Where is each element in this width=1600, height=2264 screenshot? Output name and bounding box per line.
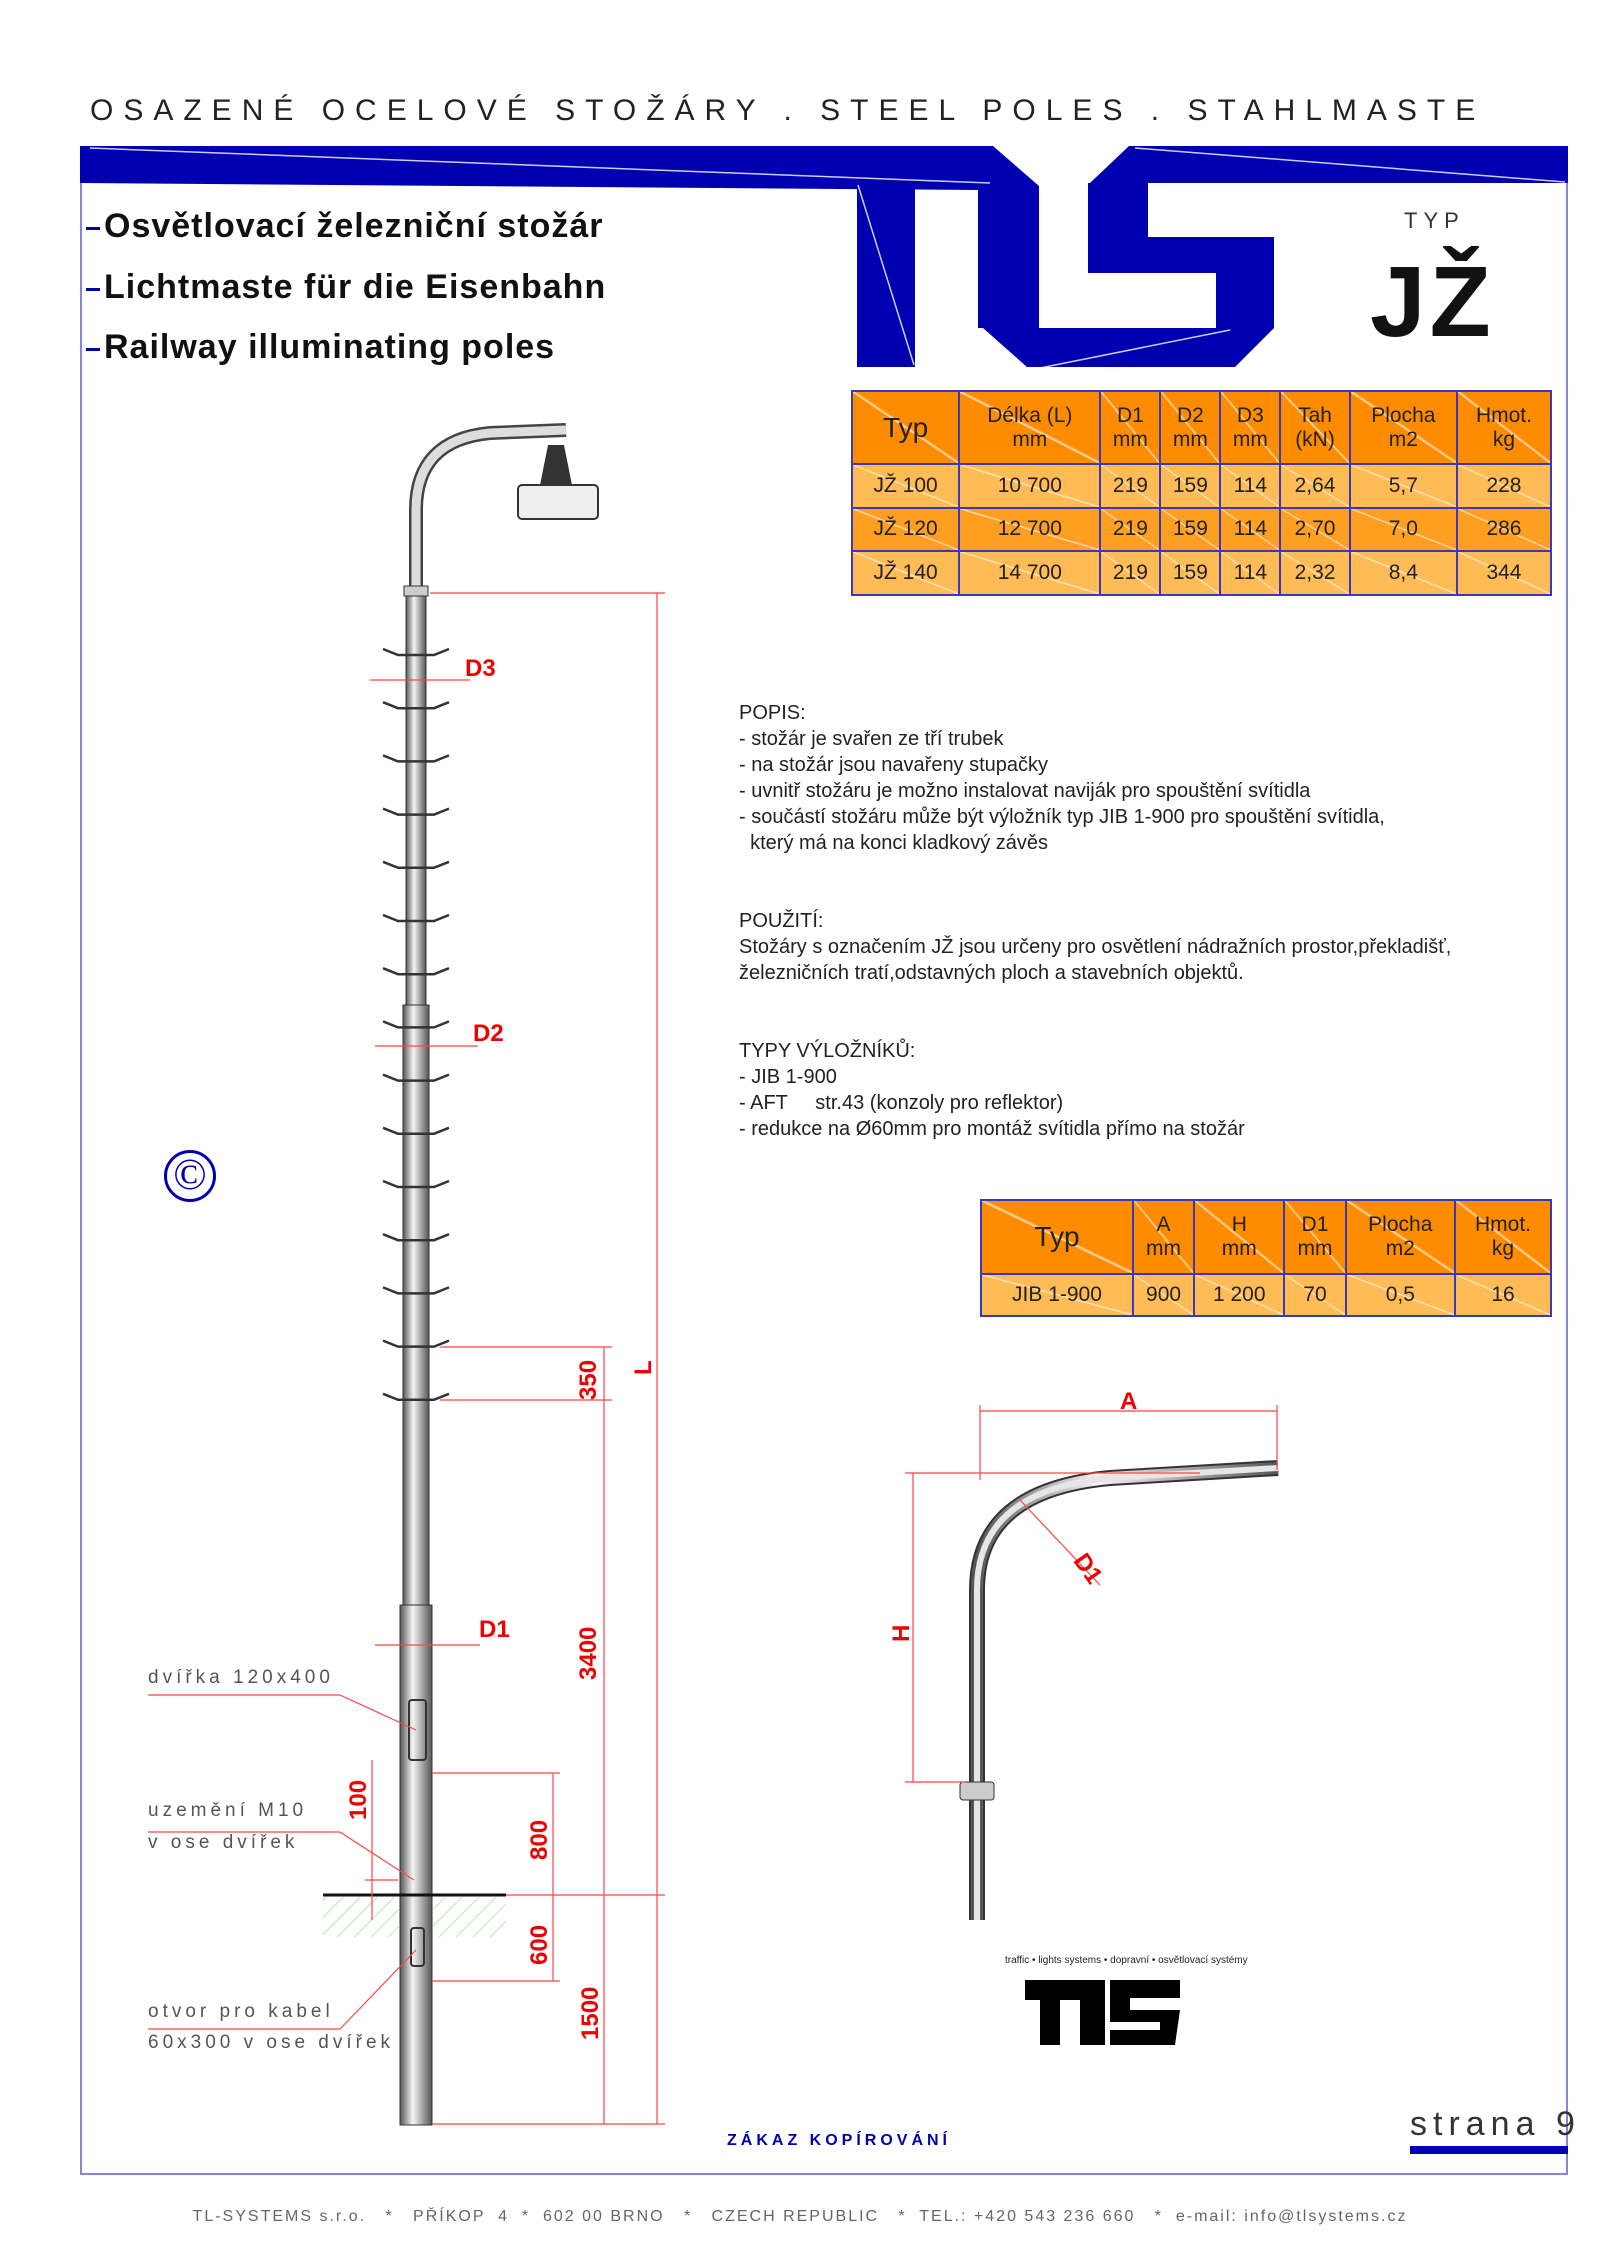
table-cell: 344: [1457, 551, 1551, 595]
table-cell: JŽ 100: [852, 464, 959, 508]
popis-title: POPIS:: [739, 702, 806, 724]
page-number-bar: [1410, 2146, 1568, 2154]
type-label: TYP: [1404, 208, 1465, 233]
pole-spec-table: [851, 390, 1552, 596]
table-cell: 7,0: [1350, 508, 1457, 552]
jib-dim-a: A: [1120, 1388, 1138, 1415]
column-header: D1 mm: [1100, 391, 1160, 464]
note-door: dvířka 120x400: [148, 1667, 334, 1688]
table-cell: 219: [1100, 464, 1160, 508]
table-cell: 114: [1220, 551, 1280, 595]
description-line: - JIB 1-900: [739, 1066, 837, 1088]
table-row: [852, 508, 1551, 552]
note-cable-2: 60x300 v ose dvířek: [148, 2032, 395, 2053]
table-cell: 70: [1284, 1274, 1345, 1316]
column-header: Tah (kN): [1280, 391, 1349, 464]
table-cell: 228: [1457, 464, 1551, 508]
description-line: - AFT str.43 (konzoly pro reflektor): [739, 1092, 1064, 1114]
dim-d1: D1: [479, 1616, 510, 1643]
column-header: Plocha m2: [1346, 1200, 1455, 1274]
table-cell: 0,5: [1346, 1274, 1455, 1316]
column-header: A mm: [1133, 1200, 1194, 1274]
table-cell: 2,70: [1280, 508, 1349, 552]
table-cell: 1 200: [1194, 1274, 1284, 1316]
jib-dim-d1: D1: [1067, 1548, 1108, 1590]
dim-d3: D3: [465, 655, 496, 682]
table-cell: 286: [1457, 508, 1551, 552]
column-header: D1 mm: [1284, 1200, 1345, 1274]
table-cell: JIB 1-900: [981, 1274, 1133, 1316]
dim-1500: 1500: [577, 1986, 604, 2040]
description-line: - stožár je svařen ze tří trubek: [739, 728, 1004, 750]
title-en: Railway illuminating poles: [86, 328, 555, 367]
note-ground: uzemění M10: [148, 1800, 308, 1821]
dim-350: 350: [575, 1359, 602, 1400]
copyright-icon: ©: [164, 1150, 216, 1202]
dim-600: 600: [526, 1924, 553, 1965]
table-row: [852, 464, 1551, 508]
table-row: [852, 551, 1551, 595]
description-line: - uvnitř stožáru je možno instalovat naviják pro spouštění svítidla: [739, 780, 1311, 802]
footer-contact: TL-SYSTEMS s.r.o. * PŘÍKOP 4 * 602 00 BRNO * CZECH REPUBLIC * TEL.: +420 543 236 660 * e-mail: info@tlsystems.cz: [192, 2208, 1408, 2225]
dim-100: 100: [345, 1779, 372, 1820]
no-copy-notice: ZÁKAZ KOPÍROVÁNÍ: [727, 2132, 951, 2149]
column-header: D3 mm: [1220, 391, 1280, 464]
jib-drawing: [905, 1405, 1278, 1920]
description-line: Stožáry s označením JŽ jsou určeny pro osvětlení nádražních prostor,překladišť,: [739, 936, 1452, 958]
column-header: D2 mm: [1160, 391, 1220, 464]
tls-logo-small: [1025, 1980, 1180, 2045]
column-header: Hmot. kg: [1457, 391, 1551, 464]
page-header: OSAZENÉ OCELOVÉ STOŽÁRY . STEEL POLES . STAHLMASTE: [90, 94, 1486, 127]
page-number: strana 9: [1410, 2105, 1581, 2143]
table-row: [981, 1274, 1551, 1316]
table-cell: 219: [1100, 508, 1160, 552]
table-cell: 159: [1160, 508, 1220, 552]
table-cell: 2,64: [1280, 464, 1349, 508]
typy-title: TYPY VÝLOŽNÍKŮ:: [739, 1040, 916, 1062]
column-header: Hmot. kg: [1455, 1200, 1551, 1274]
pouziti-text: [739, 934, 1451, 986]
description: [739, 700, 1451, 1142]
description-line: - redukce na Ø60mm pro montáž svítidla přímo na stožár: [739, 1118, 1245, 1140]
description-line: - na stožár jsou navařeny stupačky: [739, 754, 1049, 776]
popis-list: [739, 726, 1451, 856]
table-cell: 900: [1133, 1274, 1194, 1316]
table-cell: 14 700: [959, 551, 1100, 595]
title-cz: Osvětlovací železniční stožár: [86, 207, 604, 246]
table-cell: 5,7: [1350, 464, 1457, 508]
table-cell: JŽ 140: [852, 551, 959, 595]
pouziti-title: POUŽITÍ:: [739, 910, 824, 932]
column-header: Typ: [981, 1200, 1133, 1274]
table-cell: 114: [1220, 508, 1280, 552]
dim-800: 800: [526, 1819, 553, 1860]
table-cell: JŽ 120: [852, 508, 959, 552]
column-header: Plocha m2: [1350, 391, 1457, 464]
table-cell: 16: [1455, 1274, 1551, 1316]
small-logo-ring-text: traffic • lights systems • dopravní • osvětlovací systémy: [1005, 1955, 1248, 1966]
pole-drawing: [148, 430, 665, 2125]
description-line: - součástí stožáru může být výložník typ JIB 1-900 pro spouštění svítidla,: [739, 806, 1385, 828]
type-value: JŽ: [1370, 246, 1495, 358]
table-cell: 114: [1220, 464, 1280, 508]
table-cell: 10 700: [959, 464, 1100, 508]
table-cell: 12 700: [959, 508, 1100, 552]
typy-list: [739, 1064, 1451, 1142]
note-cable: otvor pro kabel: [148, 2001, 334, 2022]
description-line: který má na konci kladkový závěs: [739, 832, 1049, 854]
table-cell: 219: [1100, 551, 1160, 595]
column-header: Typ: [852, 391, 959, 464]
jib-dim-h: H: [888, 1624, 915, 1642]
jib-spec-table: [980, 1199, 1552, 1317]
table-cell: 8,4: [1350, 551, 1457, 595]
table-cell: 159: [1160, 551, 1220, 595]
title-de: Lichtmaste für die Eisenbahn: [86, 268, 606, 307]
dim-d2: D2: [473, 1020, 504, 1047]
dim-l: L: [630, 1360, 657, 1375]
column-header: Délka (L) mm: [959, 391, 1100, 464]
table-cell: 2,32: [1280, 551, 1349, 595]
description-line: železničních tratí,odstavných ploch a stavebních objektů.: [739, 962, 1244, 984]
note-ground-2: v ose dvířek: [148, 1832, 299, 1853]
column-header: H mm: [1194, 1200, 1284, 1274]
table-cell: 159: [1160, 464, 1220, 508]
dim-3400: 3400: [575, 1626, 602, 1680]
lamp-icon: [540, 445, 572, 485]
